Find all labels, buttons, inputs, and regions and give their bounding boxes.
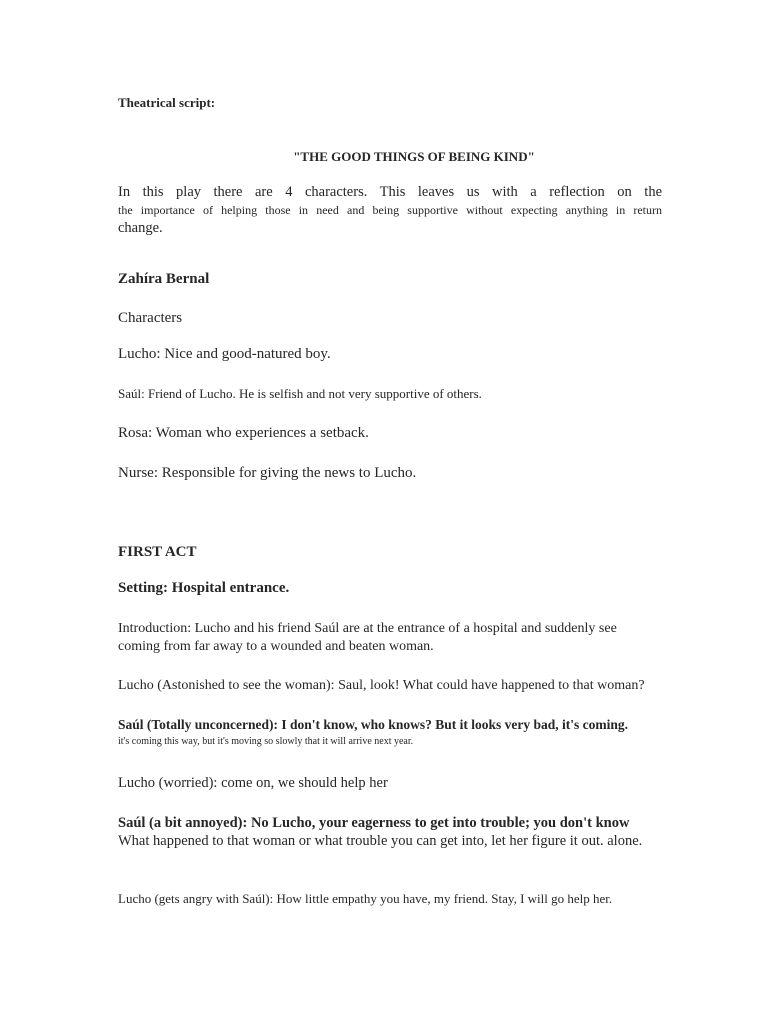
dialogue-line: Lucho (Astonished to see the woman): Saul, look! What could have happened to that woman? (118, 678, 645, 693)
dialogue-line: Lucho (gets angry with Saúl): How little empathy you have, my friend. Stay, I will go help her. (118, 891, 613, 906)
dialogue-line: Lucho (worried): come on, we should help her (118, 775, 388, 791)
act-heading: FIRST ACT (118, 544, 197, 560)
dialogue-line: Saúl (a bit annoyed): No Lucho, your eagerness to get into trouble; you don't know (118, 815, 630, 831)
play-title: "THE GOOD THINGS OF BEING KIND" (293, 149, 535, 164)
document-label: Theatrical script: (118, 95, 216, 110)
character-rosa: Rosa: Woman who experiences a setback. (118, 425, 369, 441)
intro-line-2: the importance of helping those in need and being supportive without expecting anything in return (118, 203, 662, 217)
intro-line-3: change. (118, 220, 163, 236)
act-introduction: Introduction: Lucho and his friend Saúl are at the entrance of a hospital and suddenly see coming from far away to a wounded and beaten woman. (118, 621, 617, 654)
intro-line-1: In this play there are 4 characters. This leaves us with a reflection on the (118, 184, 662, 200)
character-saul: Saúl: Friend of Lucho. He is selfish and not very supportive of others. (118, 386, 482, 401)
character-nurse: Nurse: Responsible for giving the news to Lucho. (118, 465, 417, 481)
character-lucho: Lucho: Nice and good-natured boy. (118, 346, 331, 362)
dialogue-line-continuation: What happened to that woman or what trouble you can get into, let her figure it out. alone. (118, 833, 643, 849)
act-setting: Setting: Hospital entrance. (118, 580, 290, 596)
author-name: Zahíra Bernal (118, 271, 210, 287)
dialogue-line-continuation: it's coming this way, but it's moving so slowly that it will arrive next year. (118, 736, 414, 747)
dialogue-line: Saúl (Totally unconcerned): I don't know, who knows? But it looks very bad, it's coming. (118, 717, 628, 732)
characters-heading: Characters (118, 310, 183, 326)
